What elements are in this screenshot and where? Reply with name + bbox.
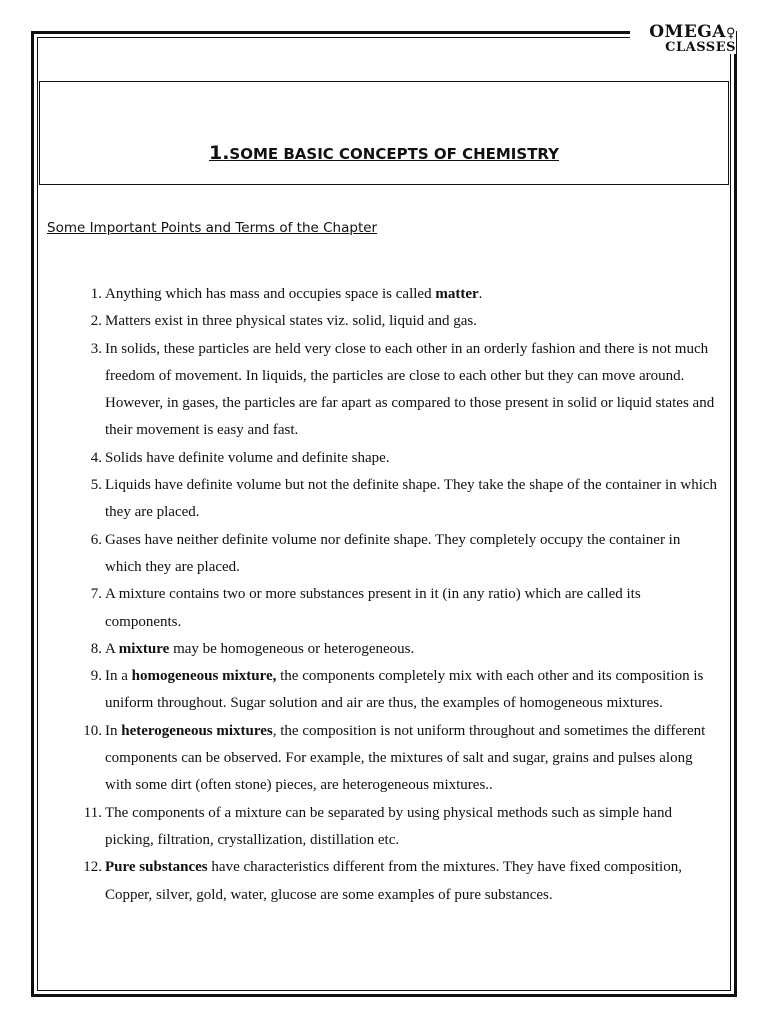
list-item-number: 8. bbox=[90, 640, 102, 657]
list-item-text: In solids, these particles are held very close to each other in an orderly fashion and there is not much freedom of movement. In liquids, the particles are close to each other but they can move around. However, in gases, the particles are far apart as compared to those present in solid or liquid states and their movement is easy and fast. bbox=[105, 340, 715, 439]
list-item-text: Solids have definite volume and definite shape. bbox=[105, 449, 390, 466]
brand-symbol-icon: ♀ bbox=[725, 26, 736, 41]
chapter-title bbox=[40, 142, 728, 164]
list-item bbox=[72, 445, 720, 472]
section-heading: Some Important Points and Terms of the Chapter bbox=[47, 220, 378, 236]
list-item-number: 11. bbox=[83, 804, 102, 821]
bold-term: Pure substances bbox=[105, 859, 208, 876]
list-item bbox=[72, 854, 720, 909]
list-item bbox=[72, 336, 720, 445]
list-item-number: 12. bbox=[83, 859, 102, 876]
brand-logo bbox=[630, 24, 736, 54]
list-item-number: 5. bbox=[90, 477, 102, 494]
list-item-text: The components of a mixture can be separated by using physical methods such as simple hand picking, filtration, crystallization, distillation etc. bbox=[105, 804, 672, 848]
list-item bbox=[72, 527, 720, 582]
list-item-number: 7. bbox=[90, 586, 102, 603]
list-item bbox=[72, 800, 720, 855]
brand-line1: OMEGA♀ bbox=[649, 22, 736, 42]
list-item-text: A mixture may be homogeneous or heterogeneous. bbox=[105, 640, 415, 657]
list-item-text: In a homogeneous mixture, the components completely mix with each other and its composition is uniform throughout. Sugar solution and air are thus, the examples of homogeneous mixtures. bbox=[105, 668, 704, 712]
list-item-text: Gases have neither definite volume nor definite shape. They completely occupy the container in which they are placed. bbox=[105, 531, 681, 575]
list-item bbox=[72, 636, 720, 663]
list-item-text: Liquids have definite volume but not the definite shape. They take the shape of the container in which they are placed. bbox=[105, 477, 718, 521]
list-item-text: In heterogeneous mixtures, the composition is not uniform throughout and sometimes the different components can be observed. For example, the mixtures of salt and sugar, grains and pulses along with some dirt (often stone) pieces, are heterogeneous mixtures.. bbox=[105, 722, 706, 794]
list-item bbox=[72, 581, 720, 636]
list-item-number: 10. bbox=[83, 722, 102, 739]
chapter-title-text: SOME BASIC CONCEPTS OF CHEMISTRY bbox=[229, 145, 560, 163]
list-item bbox=[72, 308, 720, 335]
chapter-number: 1. bbox=[208, 142, 230, 164]
points-list bbox=[72, 281, 720, 909]
bold-term: mixture bbox=[118, 640, 170, 657]
list-item bbox=[72, 663, 720, 718]
list-item-number: 1. bbox=[90, 286, 102, 302]
bold-term: homogeneous mixture, bbox=[131, 668, 277, 685]
list-item-number: 9. bbox=[90, 668, 102, 685]
list-item-number: 6. bbox=[90, 531, 102, 548]
chapter-title-box bbox=[39, 81, 729, 185]
bold-term: heterogeneous mixtures bbox=[121, 722, 273, 739]
list-item bbox=[72, 472, 720, 527]
list-item-text: Anything which has mass and occupies space is called matter. bbox=[105, 286, 483, 302]
list-item-number: 3. bbox=[90, 340, 102, 357]
list-item-text: Matters exist in three physical states viz. solid, liquid and gas. bbox=[105, 313, 478, 330]
list-item bbox=[72, 281, 720, 308]
bold-term: matter bbox=[435, 286, 479, 302]
list-item-text: Pure substances have characteristics different from the mixtures. They have fixed composition, Copper, silver, gold, water, glucose are some examples of pure substances. bbox=[105, 859, 682, 903]
list-item-number: 4. bbox=[90, 449, 102, 466]
list-item-number: 2. bbox=[90, 313, 102, 330]
list-item-text: A mixture contains two or more substances present in it (in any ratio) which are called its components. bbox=[105, 586, 641, 630]
brand-line2: CLASSES bbox=[665, 40, 736, 55]
list-item bbox=[72, 718, 720, 800]
